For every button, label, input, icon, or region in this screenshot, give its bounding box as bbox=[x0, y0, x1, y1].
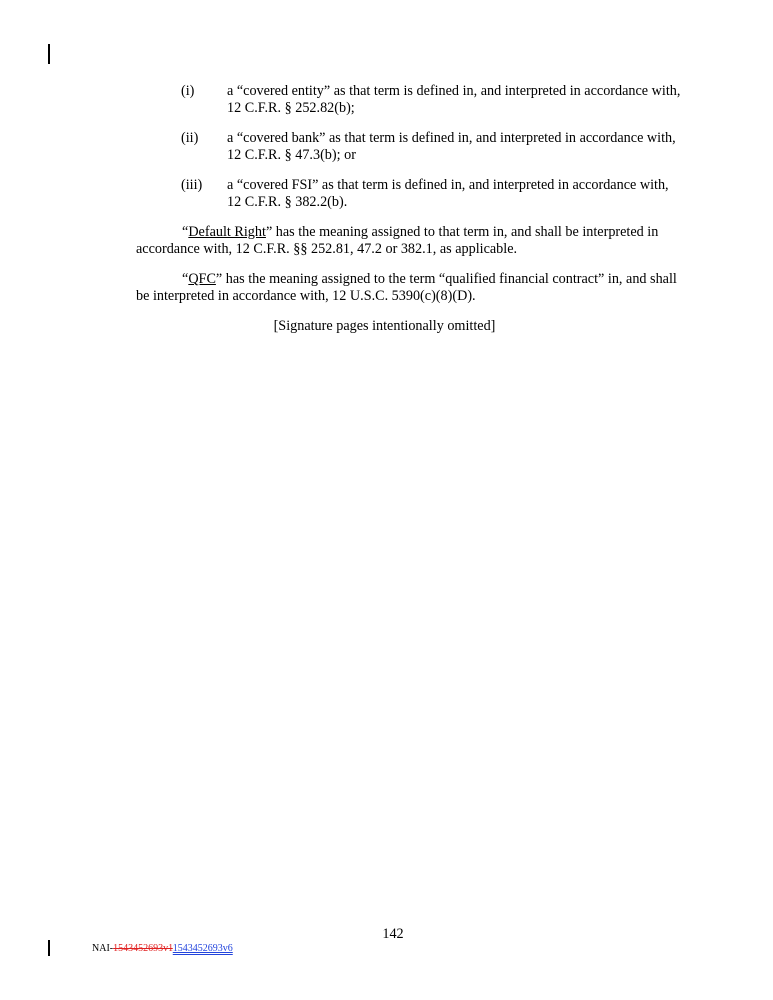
change-bar-top bbox=[48, 44, 50, 64]
doc-id-deleted: 1543452693v1 bbox=[113, 943, 173, 954]
list-item-number: (iii) bbox=[181, 177, 203, 193]
list-item-ii bbox=[181, 130, 686, 164]
definition-text: ” has the meaning assigned to the term “qualified financial contract” in, and shall be interpreted in accordance with, 12 U.S.C. 5390(c)(8)(D). bbox=[136, 271, 677, 304]
list-item-number: (i) bbox=[181, 83, 195, 99]
doc-id-prefix: NAI- bbox=[92, 943, 114, 954]
open-quote: “ bbox=[182, 224, 189, 240]
open-quote: “ bbox=[182, 271, 189, 287]
change-bar-bottom bbox=[48, 940, 50, 956]
defined-term: QFC bbox=[188, 271, 216, 287]
list-item-text: a “covered bank” as that term is defined in, and interpreted in accordance with, 12 C.F.R. § 47.3(b); or bbox=[227, 130, 676, 163]
definition-qfc bbox=[136, 271, 686, 305]
definition-text: ” has the meaning assigned to that term in, and shall be interpreted in accordance with, 12 C.F.R. §§ 252.81, 47.2 or 382.1, as applicable. bbox=[136, 224, 659, 257]
doc-id-inserted: 1543452693v6 bbox=[172, 943, 233, 954]
list-item-text: a “covered FSI” as that term is defined in, and interpreted in accordance with, 12 C.F.R. § 382.2(b). bbox=[227, 177, 669, 210]
list-item-number: (ii) bbox=[181, 130, 199, 146]
list-item-iii bbox=[181, 177, 686, 211]
page-number: 142 bbox=[382, 926, 404, 942]
document-id bbox=[92, 943, 233, 955]
list-item-i bbox=[181, 83, 686, 117]
definition-default-right bbox=[136, 224, 686, 258]
list-item-text: a “covered entity” as that term is defined in, and interpreted in accordance with, 12 C.F.R. § 252.82(b); bbox=[227, 83, 681, 116]
defined-term: Default Right bbox=[188, 224, 266, 240]
signature-note: [Signature pages intentionally omitted] bbox=[273, 318, 496, 334]
